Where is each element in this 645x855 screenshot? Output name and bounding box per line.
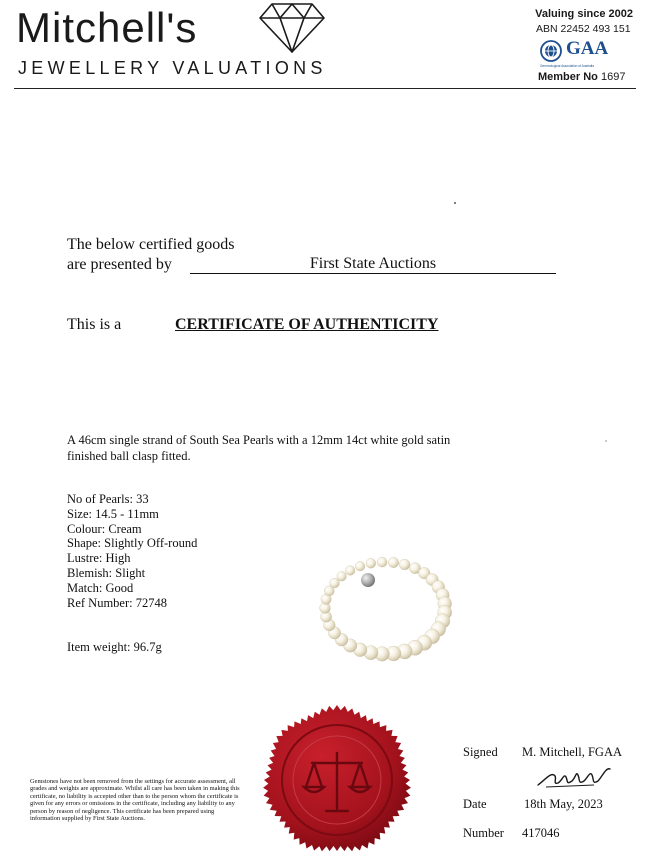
member-number-value: 1697 (600, 71, 626, 83)
item-weight: Item weight: 96.7g (67, 640, 162, 654)
pearl (355, 561, 365, 571)
valuing-since: Valuing since 2002 (535, 8, 633, 20)
gaa-label: GAA (566, 38, 609, 59)
spec-shape: Shape: Slightly Off-round (67, 536, 198, 551)
header-divider (14, 88, 636, 89)
signed-label: Signed (463, 745, 498, 759)
date-label: Date (463, 797, 487, 811)
abn-number: ABN 22452 493 151 (536, 23, 631, 35)
brand-subtitle: JEWELLERY VALUATIONS (18, 58, 327, 78)
spec-match: Match: Good (67, 580, 134, 595)
spec-colour: Colour: Cream (67, 521, 142, 536)
member-label: Member No (538, 71, 598, 83)
pearl-necklace-image (310, 548, 460, 666)
intro-line-1: The below certified goods (67, 236, 235, 253)
spec-size: Size: 14.5 - 11mm (67, 506, 159, 521)
spec-ref-number: Ref Number: 72748 (67, 595, 167, 610)
pearl (337, 572, 347, 582)
number-label: Number (463, 826, 504, 840)
wax-seal-image (262, 705, 412, 855)
specs-list (67, 492, 197, 610)
diamond-icon (258, 2, 326, 54)
spec-pearl-count: No of Pearls: 33 (67, 492, 149, 506)
speck (605, 440, 607, 442)
presenter-name: First State Auctions (190, 256, 556, 274)
gaa-globe-icon (540, 40, 562, 62)
pearl (399, 559, 410, 570)
date-value: 18th May, 2023 (524, 797, 603, 811)
spec-lustre: Lustre: High (67, 551, 131, 566)
handwritten-signature (532, 763, 620, 793)
speck (454, 202, 456, 204)
pearl (345, 566, 355, 576)
certificate-number: 417046 (522, 826, 560, 840)
certificate-title: CERTIFICATE OF AUTHENTICITY (175, 316, 439, 333)
certificate-prefix: This is a (67, 316, 122, 333)
pearl (388, 557, 398, 567)
item-description: A 46cm single strand of South Sea Pearls with a 12mm 14ct white gold satin finished ball clasp fitted. (67, 433, 451, 463)
pearl (366, 558, 376, 568)
intro-line-2: are presented by (67, 256, 172, 273)
spec-blemish: Blemish: Slight (67, 565, 146, 580)
disclaimer-text: Gemstones have not been removed from the settings for accurate assessment, all grades and weights are approximate. Whilst all care has been taken in making this certificate, no liability is accepted other than to the person whom the certificate is given for any errors or omissions in the certificate, including any liability to any person by reason of negligence. This certificate has been prepared using information supplied by First State Auctions. (30, 778, 240, 823)
signed-by: M. Mitchell, FGAA (522, 745, 622, 759)
gaa-caption: Gemmological Association of Australia (540, 64, 595, 68)
pearl (377, 557, 387, 567)
member-number (538, 71, 625, 83)
brand-name: Mitchell's (16, 4, 198, 51)
